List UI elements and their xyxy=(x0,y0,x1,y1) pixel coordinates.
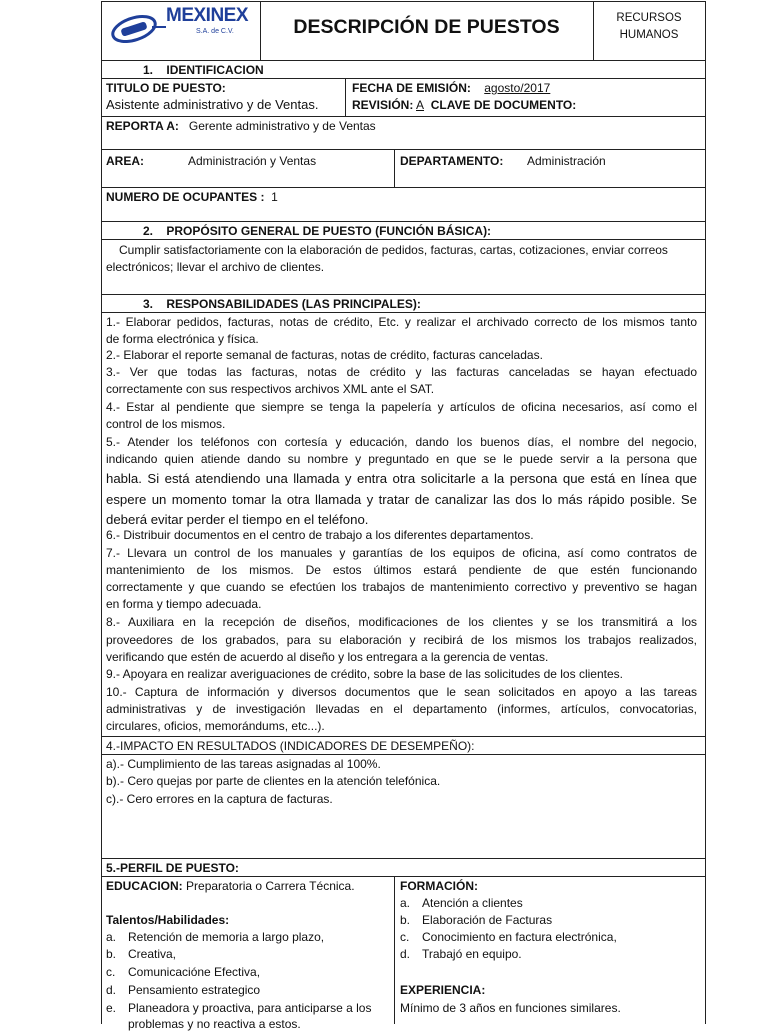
area-value: Administración y Ventas xyxy=(188,154,317,168)
responsabilidad-line: correctamente y que cuando se efectúen los trabajos de mantenimiento correctivo y preventivo se hagan xyxy=(106,580,697,594)
section-1-number: 1. xyxy=(143,63,154,77)
responsabilidad-line: 9.- Apoyara en realizar averiguaciones de crédito, sobre la base de las solicitudes de los clientes. xyxy=(106,667,623,681)
rule xyxy=(101,312,706,313)
responsabilidad-line: 8.- Auxiliara en la recepción de diseños, modificaciones de los clientes y se los transmitirá a los xyxy=(106,615,697,629)
responsabilidad-line: de forma electrónica y física. xyxy=(106,332,259,346)
formacion-item xyxy=(400,946,522,963)
reporta-label: REPORTA A: xyxy=(106,119,179,133)
responsabilidad-line: deberá evitar perder el tiempo en el teléfono. xyxy=(106,512,369,527)
header-bottom-rule xyxy=(101,60,706,61)
talento-item xyxy=(106,929,324,946)
departamento-label: DEPARTAMENTO: xyxy=(400,154,504,168)
section-5-heading: 5.-PERFIL DE PUESTO: xyxy=(106,861,239,875)
formacion-marker: b. xyxy=(400,913,411,927)
talento-item xyxy=(106,946,176,963)
reporta-row xyxy=(106,118,376,134)
proposito-line: Cumplir satisfactoriamente con la elaboración de pedidos, facturas, cartas, cotizaciones, enviar correos xyxy=(119,243,668,257)
experiencia-label: EXPERIENCIA: xyxy=(400,983,486,997)
responsabilidad-line: 4.- Estar al pendiente que siempre se tenga la papelería y artículos de oficina necesarios, así como el xyxy=(106,400,697,414)
section-4-heading: 4.-IMPACTO EN RESULTADOS (INDICADORES DE DESEMPEÑO): xyxy=(106,739,475,753)
section-3-number: 3. xyxy=(143,297,154,311)
formacion-marker: a. xyxy=(400,896,411,910)
responsabilidad-line: 10.- Captura de información y diversos documentos que le sean solicitados en apoyo a las tareas xyxy=(106,685,697,699)
ocupantes-row xyxy=(106,189,278,205)
proposito-line: electrónicos; llevar el archivo de clientes. xyxy=(106,260,325,274)
department-line-1: RECURSOS xyxy=(616,12,682,24)
clave-label: CLAVE DE DOCUMENTO: xyxy=(430,98,577,112)
talento-marker: e. xyxy=(106,1001,117,1015)
border-right xyxy=(705,1,706,1024)
responsabilidad-line: administrativas y de investigación llevadas en el departamento (informes, artículos, convocatorias, xyxy=(106,702,697,716)
titulo-label: TITULO DE PUESTO: xyxy=(106,81,226,95)
department-label xyxy=(593,10,705,44)
area-divider xyxy=(394,149,395,187)
talento-item xyxy=(106,1016,301,1033)
formacion-marker: c. xyxy=(400,930,410,944)
talento-text: Pensamiento estrategico xyxy=(128,983,261,997)
departamento-value: Administración xyxy=(527,154,606,168)
section-1-heading xyxy=(143,62,264,78)
rule xyxy=(101,187,706,188)
responsabilidad-line: indicando quien atiende dando su nombre y preguntado en que se le puede servir a la persona que xyxy=(106,452,697,466)
impacto-item: c).- Cero errores en la captura de facturas. xyxy=(106,792,333,806)
talento-marker: d. xyxy=(106,983,117,997)
fecha-label: FECHA DE EMISIÓN: xyxy=(352,81,471,95)
revision-label: REVISIÓN: xyxy=(352,98,414,112)
talento-marker: a. xyxy=(106,930,117,944)
talento-marker: b. xyxy=(106,947,117,961)
rule xyxy=(101,78,706,79)
rule xyxy=(101,116,706,117)
logo-text: MEXINEX xyxy=(166,5,249,26)
rule xyxy=(101,221,706,222)
reporta-value: Gerente administrativo y de Ventas xyxy=(188,119,376,133)
rule xyxy=(101,858,706,859)
talento-text: Comunicacióne Efectiva, xyxy=(128,965,261,979)
talento-text: Creativa, xyxy=(128,947,177,961)
section-2-number: 2. xyxy=(143,224,154,238)
section-3-heading xyxy=(143,296,421,312)
responsabilidad-line: 1.- Elaborar pedidos, facturas, notas de crédito, Etc. y realizar el archivado correcto de los mismos tanto xyxy=(106,315,697,329)
department-line-2: HUMANOS xyxy=(619,29,679,41)
formacion-item xyxy=(400,895,523,912)
talento-marker: c. xyxy=(106,965,116,979)
talento-text: Retención de memoria a largo plazo, xyxy=(128,930,325,944)
responsabilidad-line: 6.- Distribuir documentos en el centro de trabajo a los diferentes departamentos. xyxy=(106,528,534,542)
responsabilidad-line: verificando que estén de acuerdo al diseño y los entregara a la gerencia de ventas. xyxy=(106,650,549,664)
talento-item xyxy=(106,1000,371,1017)
talento-text: problemas y no reactiva a estos. xyxy=(128,1017,301,1031)
responsabilidad-line: habla. Si está atendiendo una llamada y entra otra solicitarle a la persona que está en línea que xyxy=(106,471,697,486)
educacion-label: EDUCACION: xyxy=(106,879,183,893)
responsabilidad-line: proveedores de los grabados, para su elaboración y recibirá de los mismos los trabajos realizados, xyxy=(106,633,697,647)
ocupantes-value: 1 xyxy=(271,190,278,204)
responsabilidad-line: circulares, oficios, memorándums, etc...). xyxy=(106,719,325,733)
revision-value: A xyxy=(416,98,425,112)
impacto-item: a).- Cumplimiento de las tareas asignadas al 100%. xyxy=(106,757,381,771)
educacion-row xyxy=(106,878,355,894)
page-title: DESCRIPCIÓN DE PUESTOS xyxy=(293,16,560,38)
rule xyxy=(101,754,706,755)
talentos-label: Talentos/Habilidades: xyxy=(106,913,230,927)
talento-text: Planeadora y proactiva, para anticiparse a los xyxy=(128,1001,372,1015)
responsabilidad-line: mantenimiento de los mismos. De estos últimos estará pendiente de que estén funcionando xyxy=(106,563,697,577)
fecha-row xyxy=(352,80,550,96)
section-2-heading xyxy=(143,223,491,239)
responsabilidad-line: 5.- Atender los teléfonos con cortesía y educación, dando los buenos días, el nombre del negocio, xyxy=(106,435,697,449)
responsabilidad-line: control de los mismos. xyxy=(106,417,226,431)
formacion-item xyxy=(400,912,552,929)
area-label: AREA: xyxy=(106,154,144,168)
rule xyxy=(101,239,706,240)
formacion-text: Conocimiento en factura electrónica, xyxy=(422,930,617,944)
formacion-label: FORMACIÓN: xyxy=(400,879,478,893)
border-top xyxy=(101,1,706,2)
formacion-text: Atención a clientes xyxy=(422,896,523,910)
ocupantes-label: NUMERO DE OCUPANTES : xyxy=(106,190,265,204)
rule xyxy=(101,149,706,150)
revision-row xyxy=(352,97,576,113)
border-left xyxy=(101,1,102,1024)
talento-item xyxy=(106,982,260,999)
responsabilidad-line: en forma y tiempo adecuada. xyxy=(106,597,262,611)
formacion-text: Elaboración de Facturas xyxy=(422,913,553,927)
rule xyxy=(101,736,706,737)
responsabilidad-line: 2.- Elaborar el reporte semanal de facturas, notas de crédito, facturas canceladas. xyxy=(106,348,543,362)
formacion-marker: d. xyxy=(400,947,411,961)
id-divider xyxy=(345,78,346,116)
section-1-title: IDENTIFICACION xyxy=(166,63,264,77)
formacion-text: Trabajó en equipo. xyxy=(422,947,522,961)
talento-item xyxy=(106,964,260,981)
logo-subtext: S.A. de C.V. xyxy=(196,28,234,35)
titulo-value: Asistente administrativo y de Ventas. xyxy=(106,97,319,112)
section-2-title: PROPÓSITO GENERAL DE PUESTO (FUNCIÓN BÁSICA): xyxy=(166,224,492,238)
rule xyxy=(101,876,706,877)
rule xyxy=(101,294,706,295)
impacto-item: b).- Cero quejas por parte de clientes en la atención telefónica. xyxy=(106,774,441,788)
responsabilidad-line: 3.- Ver que todas las facturas, notas de crédito y las facturas canceladas se hayan efectuado xyxy=(106,365,697,379)
responsabilidad-line: 7.- Llevara un control de los manuales y garantías de los equipos de oficina, así como contratos de xyxy=(106,546,697,560)
perfil-divider xyxy=(394,876,395,1024)
educacion-value: Preparatoria o Carrera Técnica. xyxy=(186,879,355,893)
formacion-item xyxy=(400,929,617,946)
section-3-title: RESPONSABILIDADES (LAS PRINCIPALES): xyxy=(166,297,421,311)
experiencia-value: Mínimo de 3 años en funciones similares. xyxy=(400,1001,621,1015)
fecha-value: agosto/2017 xyxy=(484,81,551,95)
responsabilidad-line: correctamente con sus respectivos archivos XML ante el SAT. xyxy=(106,382,435,396)
responsabilidad-line: espere un momento tomar la otra llamada y tratar de canalizar las dos lo más rápido posible. Se xyxy=(106,492,697,507)
